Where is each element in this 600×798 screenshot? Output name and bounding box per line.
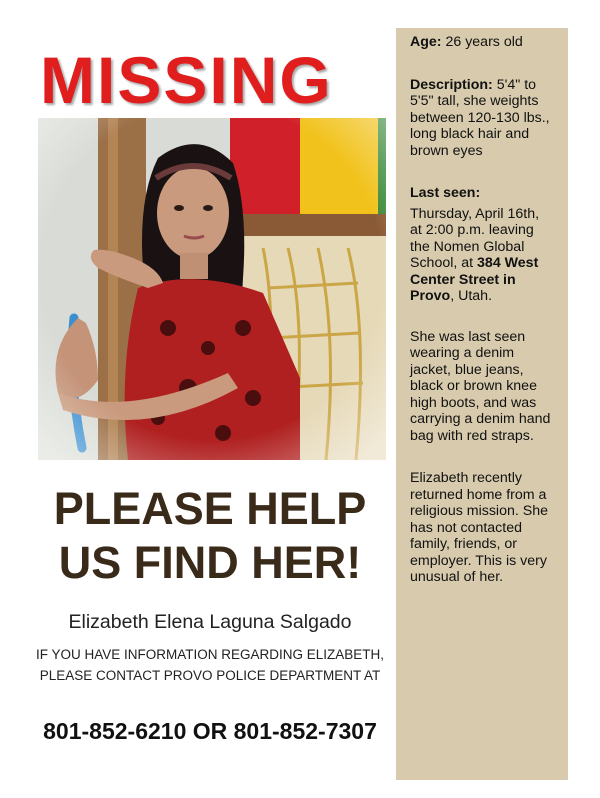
- missing-headline: MISSING: [40, 43, 333, 117]
- clothing-description: She was last seen wearing a denim jacket, blue jeans, black or brown knee high boots, and was carrying a denim hand bag with red straps.: [410, 328, 551, 444]
- contact-phone-numbers: 801-852-6210 OR 801-852-7307: [43, 718, 377, 744]
- plea-line-2: US FIND HER!: [58, 537, 362, 588]
- person-name: Elizabeth Elena Laguna Salgado: [68, 611, 352, 633]
- last-seen-text: Thursday, April 16th, at 2:00 p.m. leaving the Nomen Global School, at: [410, 205, 540, 271]
- age-block: [410, 34, 554, 51]
- age-label: Age:: [410, 34, 442, 50]
- last-seen-label: Last seen:: [410, 185, 481, 201]
- description-block: [410, 77, 554, 160]
- missing-person-photo: [38, 118, 386, 460]
- plea-line-1: PLEASE HELP: [53, 483, 367, 534]
- details-panel: [396, 28, 568, 780]
- photo-illustration: [38, 118, 386, 460]
- last-seen-block: [410, 206, 554, 305]
- contact-instructions: IF YOU HAVE INFORMATION REGARDING ELIZABETH, PLEASE CONTACT PROVO POLICE DEPARTMENT AT: [35, 647, 385, 683]
- circumstances-description: Elizabeth recently returned home from a religious mission. She has not contacted family, friends, or employer. This is very unusual of her.: [410, 470, 548, 585]
- last-seen-address: 384 West Center Street in Provo: [410, 255, 539, 304]
- age-value: 26 years old: [441, 34, 523, 50]
- description-value: 5'4" to 5'5" tall, she weights between 120-130 lbs., long black hair and brown eyes: [410, 76, 550, 159]
- description-label: Description:: [410, 76, 493, 93]
- last-seen-end: , Utah.: [450, 288, 493, 304]
